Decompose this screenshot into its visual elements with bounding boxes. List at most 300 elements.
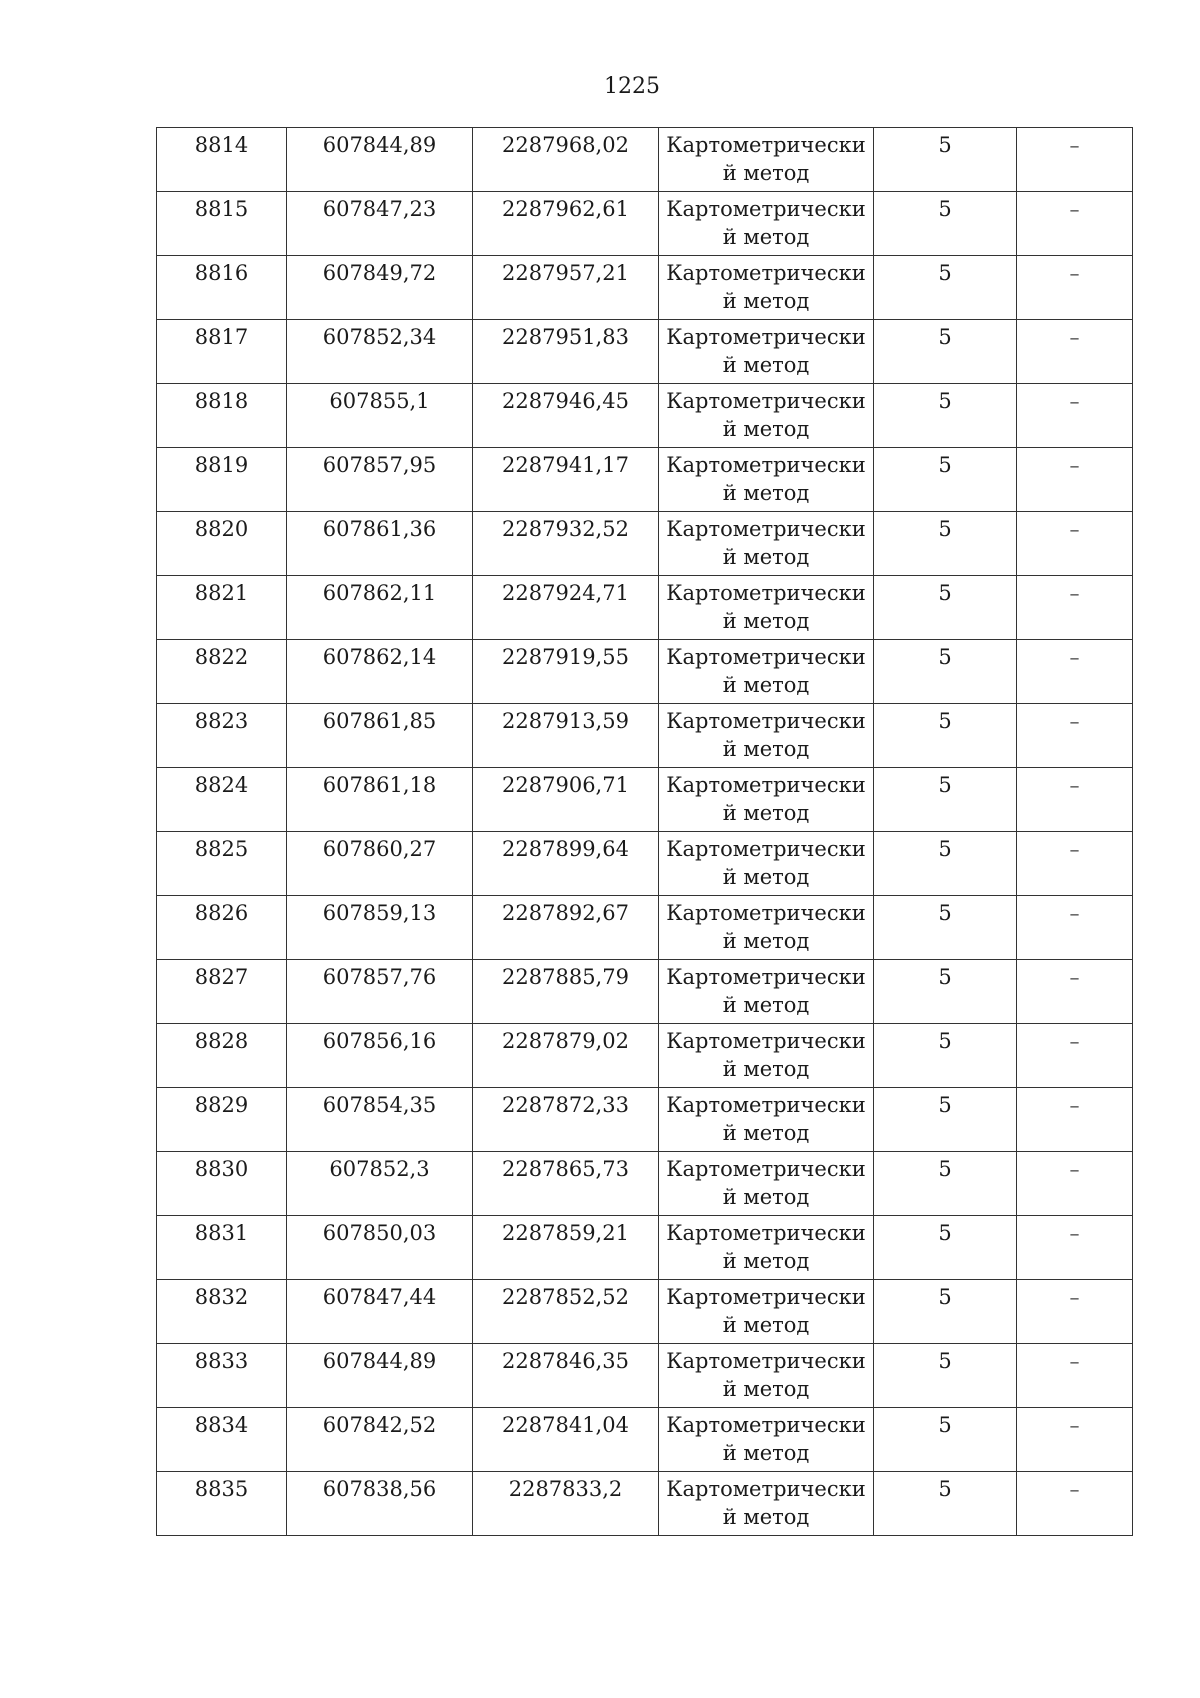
x-coordinate-cell [287, 192, 473, 256]
point-id: 8815 [194, 197, 249, 221]
page-number: 1225 [604, 74, 660, 99]
y-coordinate-cell [473, 1472, 659, 1536]
accuracy-value: 5 [938, 389, 952, 413]
method-line-2: й метод [722, 225, 810, 249]
method-cell [659, 1024, 874, 1088]
y-coordinate: 2287833,2 [508, 1477, 623, 1501]
x-coordinate-cell [287, 576, 473, 640]
point-id: 8821 [194, 581, 249, 605]
method-line-2: й метод [722, 1441, 810, 1465]
x-coordinate-cell [287, 448, 473, 512]
table-row [157, 1280, 1133, 1344]
note-value: – [1069, 1093, 1080, 1117]
point-id: 8828 [194, 1029, 249, 1053]
y-coordinate-cell [473, 512, 659, 576]
accuracy-value: 5 [938, 1285, 952, 1309]
point-id-cell [157, 384, 287, 448]
note-cell [1017, 192, 1133, 256]
method-line-2: й метод [722, 737, 810, 761]
accuracy-cell [874, 1216, 1017, 1280]
table-row [157, 1024, 1133, 1088]
y-coordinate: 2287859,21 [502, 1221, 629, 1245]
x-coordinate-cell [287, 1472, 473, 1536]
point-id: 8830 [194, 1157, 249, 1181]
point-id-cell [157, 1152, 287, 1216]
accuracy-value: 5 [938, 965, 952, 989]
table-row [157, 768, 1133, 832]
method-cell [659, 256, 874, 320]
note-value: – [1069, 453, 1080, 477]
y-coordinate: 2287962,61 [502, 197, 629, 221]
method-cell [659, 1216, 874, 1280]
method-text [659, 448, 873, 507]
y-coordinate-cell [473, 1344, 659, 1408]
method-text [659, 896, 873, 955]
y-coordinate: 2287846,35 [502, 1349, 629, 1373]
note-value: – [1069, 773, 1080, 797]
method-line-1: Картометрически [666, 1413, 866, 1437]
y-coordinate: 2287906,71 [502, 773, 629, 797]
point-id-cell [157, 128, 287, 192]
method-line-1: Картометрически [666, 197, 866, 221]
x-coordinate-cell [287, 960, 473, 1024]
note-cell [1017, 1088, 1133, 1152]
x-coordinate: 607862,11 [322, 581, 437, 605]
table-row [157, 704, 1133, 768]
method-line-2: й метод [722, 1121, 810, 1145]
y-coordinate-cell [473, 576, 659, 640]
accuracy-value: 5 [938, 133, 952, 157]
x-coordinate: 607852,3 [329, 1157, 430, 1181]
point-id-cell [157, 1216, 287, 1280]
accuracy-value: 5 [938, 453, 952, 477]
y-coordinate-cell [473, 1024, 659, 1088]
y-coordinate: 2287841,04 [502, 1413, 629, 1437]
method-cell [659, 1344, 874, 1408]
point-id: 8822 [194, 645, 249, 669]
point-id-cell [157, 704, 287, 768]
accuracy-cell [874, 704, 1017, 768]
note-value: – [1069, 837, 1080, 861]
method-text [659, 320, 873, 379]
y-coordinate-cell [473, 1280, 659, 1344]
accuracy-value: 5 [938, 709, 952, 733]
point-id: 8824 [194, 773, 249, 797]
accuracy-cell [874, 192, 1017, 256]
table-row [157, 128, 1133, 192]
point-id-cell [157, 768, 287, 832]
y-coordinate: 2287941,17 [502, 453, 629, 477]
x-coordinate: 607852,34 [322, 325, 437, 349]
y-coordinate: 2287957,21 [502, 261, 629, 285]
accuracy-cell [874, 448, 1017, 512]
method-line-1: Картометрически [666, 517, 866, 541]
method-line-1: Картометрически [666, 581, 866, 605]
table-row [157, 896, 1133, 960]
point-id: 8817 [194, 325, 249, 349]
note-cell [1017, 384, 1133, 448]
method-cell [659, 128, 874, 192]
accuracy-value: 5 [938, 325, 952, 349]
method-text [659, 1472, 873, 1531]
accuracy-value: 5 [938, 197, 952, 221]
point-id: 8835 [194, 1477, 249, 1501]
note-cell [1017, 832, 1133, 896]
method-cell [659, 576, 874, 640]
method-line-1: Картометрически [666, 1093, 866, 1117]
method-line-1: Картометрически [666, 1285, 866, 1309]
point-id: 8820 [194, 517, 249, 541]
method-line-2: й метод [722, 609, 810, 633]
method-line-2: й метод [722, 545, 810, 569]
table-row [157, 256, 1133, 320]
point-id-cell [157, 832, 287, 896]
x-coordinate: 607857,95 [322, 453, 437, 477]
x-coordinate: 607842,52 [322, 1413, 437, 1437]
note-value: – [1069, 645, 1080, 669]
method-line-1: Картометрически [666, 773, 866, 797]
table-row [157, 1472, 1133, 1536]
note-cell [1017, 1216, 1133, 1280]
accuracy-value: 5 [938, 1413, 952, 1437]
point-id-cell [157, 1280, 287, 1344]
y-coordinate-cell [473, 1216, 659, 1280]
note-value: – [1069, 965, 1080, 989]
table-row [157, 832, 1133, 896]
y-coordinate-cell [473, 640, 659, 704]
table-row [157, 384, 1133, 448]
accuracy-cell [874, 320, 1017, 384]
point-id: 8829 [194, 1093, 249, 1117]
method-text [659, 1088, 873, 1147]
method-text [659, 1152, 873, 1211]
x-coordinate: 607847,23 [322, 197, 437, 221]
note-value: – [1069, 901, 1080, 925]
method-line-1: Картометрически [666, 965, 866, 989]
point-id-cell [157, 1024, 287, 1088]
note-value: – [1069, 1349, 1080, 1373]
point-id-cell [157, 192, 287, 256]
note-value: – [1069, 261, 1080, 285]
note-value: – [1069, 389, 1080, 413]
point-id-cell [157, 448, 287, 512]
accuracy-cell [874, 1280, 1017, 1344]
method-line-2: й метод [722, 417, 810, 441]
x-coordinate: 607861,18 [322, 773, 437, 797]
coordinates-table [156, 127, 1133, 1536]
accuracy-cell [874, 768, 1017, 832]
method-line-2: й метод [722, 1249, 810, 1273]
method-cell [659, 512, 874, 576]
table-row [157, 960, 1133, 1024]
point-id: 8832 [194, 1285, 249, 1309]
point-id: 8833 [194, 1349, 249, 1373]
method-text [659, 832, 873, 891]
x-coordinate: 607850,03 [322, 1221, 437, 1245]
point-id-cell [157, 1408, 287, 1472]
method-cell [659, 448, 874, 512]
x-coordinate: 607859,13 [322, 901, 437, 925]
note-cell [1017, 320, 1133, 384]
y-coordinate: 2287968,02 [502, 133, 629, 157]
method-text [659, 128, 873, 187]
method-line-2: й метод [722, 161, 810, 185]
accuracy-cell [874, 1344, 1017, 1408]
note-value: – [1069, 1285, 1080, 1309]
table-row [157, 1152, 1133, 1216]
table-row [157, 1344, 1133, 1408]
accuracy-cell [874, 832, 1017, 896]
accuracy-cell [874, 1088, 1017, 1152]
method-line-1: Картометрически [666, 837, 866, 861]
method-line-2: й метод [722, 673, 810, 697]
y-coordinate: 2287951,83 [502, 325, 629, 349]
method-text [659, 1408, 873, 1467]
method-line-2: й метод [722, 1185, 810, 1209]
method-text [659, 768, 873, 827]
y-coordinate-cell [473, 768, 659, 832]
method-line-1: Картометрически [666, 261, 866, 285]
point-id: 8823 [194, 709, 249, 733]
point-id-cell [157, 576, 287, 640]
point-id: 8826 [194, 901, 249, 925]
note-cell [1017, 576, 1133, 640]
method-line-1: Картометрически [666, 1029, 866, 1053]
note-value: – [1069, 325, 1080, 349]
accuracy-value: 5 [938, 517, 952, 541]
table-row [157, 1088, 1133, 1152]
point-id-cell [157, 256, 287, 320]
note-cell [1017, 896, 1133, 960]
method-line-2: й метод [722, 865, 810, 889]
method-cell [659, 704, 874, 768]
x-coordinate: 607844,89 [322, 1349, 437, 1373]
method-cell [659, 1472, 874, 1536]
table-row [157, 512, 1133, 576]
note-value: – [1069, 1221, 1080, 1245]
method-text [659, 704, 873, 763]
y-coordinate: 2287885,79 [502, 965, 629, 989]
point-id: 8814 [194, 133, 249, 157]
method-line-1: Картометрически [666, 133, 866, 157]
method-text [659, 576, 873, 635]
x-coordinate: 607856,16 [322, 1029, 437, 1053]
point-id-cell [157, 960, 287, 1024]
method-line-2: й метод [722, 1057, 810, 1081]
x-coordinate: 607861,85 [322, 709, 437, 733]
accuracy-value: 5 [938, 261, 952, 285]
note-cell [1017, 640, 1133, 704]
accuracy-value: 5 [938, 1477, 952, 1501]
method-cell [659, 384, 874, 448]
method-text [659, 1280, 873, 1339]
y-coordinate: 2287872,33 [502, 1093, 629, 1117]
x-coordinate-cell [287, 320, 473, 384]
y-coordinate-cell [473, 832, 659, 896]
method-line-1: Картометрически [666, 1157, 866, 1181]
accuracy-value: 5 [938, 1157, 952, 1181]
method-text [659, 256, 873, 315]
method-text [659, 960, 873, 1019]
method-line-1: Картометрически [666, 901, 866, 925]
y-coordinate: 2287879,02 [502, 1029, 629, 1053]
y-coordinate: 2287946,45 [502, 389, 629, 413]
x-coordinate-cell [287, 1408, 473, 1472]
point-id-cell [157, 1088, 287, 1152]
x-coordinate-cell [287, 640, 473, 704]
accuracy-cell [874, 256, 1017, 320]
method-line-1: Картометрически [666, 389, 866, 413]
table-row [157, 448, 1133, 512]
accuracy-value: 5 [938, 837, 952, 861]
note-cell [1017, 1344, 1133, 1408]
note-cell [1017, 1024, 1133, 1088]
note-cell [1017, 448, 1133, 512]
method-line-2: й метод [722, 1377, 810, 1401]
x-coordinate: 607861,36 [322, 517, 437, 541]
x-coordinate: 607847,44 [322, 1285, 437, 1309]
accuracy-value: 5 [938, 773, 952, 797]
y-coordinate: 2287919,55 [502, 645, 629, 669]
method-line-1: Картометрически [666, 1477, 866, 1501]
y-coordinate: 2287865,73 [502, 1157, 629, 1181]
point-id: 8818 [194, 389, 249, 413]
x-coordinate: 607862,14 [322, 645, 437, 669]
accuracy-value: 5 [938, 1349, 952, 1373]
method-line-2: й метод [722, 801, 810, 825]
x-coordinate: 607849,72 [322, 261, 437, 285]
method-text [659, 512, 873, 571]
point-id: 8831 [194, 1221, 249, 1245]
y-coordinate: 2287892,67 [502, 901, 629, 925]
method-line-2: й метод [722, 353, 810, 377]
method-cell [659, 1088, 874, 1152]
y-coordinate-cell [473, 1408, 659, 1472]
accuracy-value: 5 [938, 1029, 952, 1053]
note-cell [1017, 256, 1133, 320]
note-cell [1017, 1472, 1133, 1536]
method-text [659, 640, 873, 699]
method-cell [659, 192, 874, 256]
method-line-2: й метод [722, 289, 810, 313]
method-line-1: Картометрически [666, 645, 866, 669]
method-cell [659, 1152, 874, 1216]
y-coordinate-cell [473, 384, 659, 448]
accuracy-cell [874, 960, 1017, 1024]
note-cell [1017, 960, 1133, 1024]
table-row [157, 640, 1133, 704]
x-coordinate: 607854,35 [322, 1093, 437, 1117]
accuracy-cell [874, 1152, 1017, 1216]
method-line-1: Картометрически [666, 1221, 866, 1245]
y-coordinate-cell [473, 128, 659, 192]
accuracy-value: 5 [938, 901, 952, 925]
table-row [157, 576, 1133, 640]
accuracy-value: 5 [938, 1221, 952, 1245]
method-cell [659, 960, 874, 1024]
method-text [659, 1344, 873, 1403]
x-coordinate: 607838,56 [322, 1477, 437, 1501]
accuracy-cell [874, 128, 1017, 192]
y-coordinate: 2287913,59 [502, 709, 629, 733]
method-cell [659, 768, 874, 832]
y-coordinate: 2287852,52 [502, 1285, 629, 1309]
method-line-2: й метод [722, 929, 810, 953]
y-coordinate-cell [473, 192, 659, 256]
x-coordinate-cell [287, 1088, 473, 1152]
point-id: 8816 [194, 261, 249, 285]
accuracy-cell [874, 1024, 1017, 1088]
point-id: 8827 [194, 965, 249, 989]
x-coordinate-cell [287, 384, 473, 448]
y-coordinate-cell [473, 960, 659, 1024]
accuracy-cell [874, 896, 1017, 960]
method-line-1: Картометрически [666, 325, 866, 349]
table-row [157, 320, 1133, 384]
note-cell [1017, 512, 1133, 576]
accuracy-cell [874, 512, 1017, 576]
note-cell [1017, 1408, 1133, 1472]
note-value: – [1069, 1157, 1080, 1181]
point-id-cell [157, 512, 287, 576]
y-coordinate-cell [473, 256, 659, 320]
note-value: – [1069, 709, 1080, 733]
point-id-cell [157, 1472, 287, 1536]
point-id-cell [157, 320, 287, 384]
note-value: – [1069, 1413, 1080, 1437]
method-cell [659, 832, 874, 896]
table-row [157, 1216, 1133, 1280]
note-cell [1017, 704, 1133, 768]
note-value: – [1069, 581, 1080, 605]
method-line-1: Картометрически [666, 1349, 866, 1373]
accuracy-value: 5 [938, 1093, 952, 1117]
x-coordinate-cell [287, 768, 473, 832]
accuracy-cell [874, 1472, 1017, 1536]
method-cell [659, 1408, 874, 1472]
y-coordinate-cell [473, 896, 659, 960]
x-coordinate: 607844,89 [322, 133, 437, 157]
y-coordinate: 2287932,52 [502, 517, 629, 541]
x-coordinate-cell [287, 1152, 473, 1216]
y-coordinate-cell [473, 448, 659, 512]
method-line-2: й метод [722, 481, 810, 505]
x-coordinate: 607857,76 [322, 965, 437, 989]
x-coordinate-cell [287, 128, 473, 192]
method-text [659, 192, 873, 251]
point-id-cell [157, 896, 287, 960]
note-cell [1017, 128, 1133, 192]
note-cell [1017, 1280, 1133, 1344]
method-line-2: й метод [722, 993, 810, 1017]
method-line-2: й метод [722, 1505, 810, 1529]
note-value: – [1069, 1477, 1080, 1501]
method-line-2: й метод [722, 1313, 810, 1337]
x-coordinate-cell [287, 704, 473, 768]
accuracy-cell [874, 576, 1017, 640]
point-id: 8825 [194, 837, 249, 861]
point-id: 8819 [194, 453, 249, 477]
method-cell [659, 640, 874, 704]
method-line-1: Картометрически [666, 453, 866, 477]
x-coordinate: 607860,27 [322, 837, 437, 861]
method-text [659, 1024, 873, 1083]
accuracy-value: 5 [938, 645, 952, 669]
point-id-cell [157, 1344, 287, 1408]
method-line-1: Картометрически [666, 709, 866, 733]
y-coordinate-cell [473, 1088, 659, 1152]
note-value: – [1069, 517, 1080, 541]
